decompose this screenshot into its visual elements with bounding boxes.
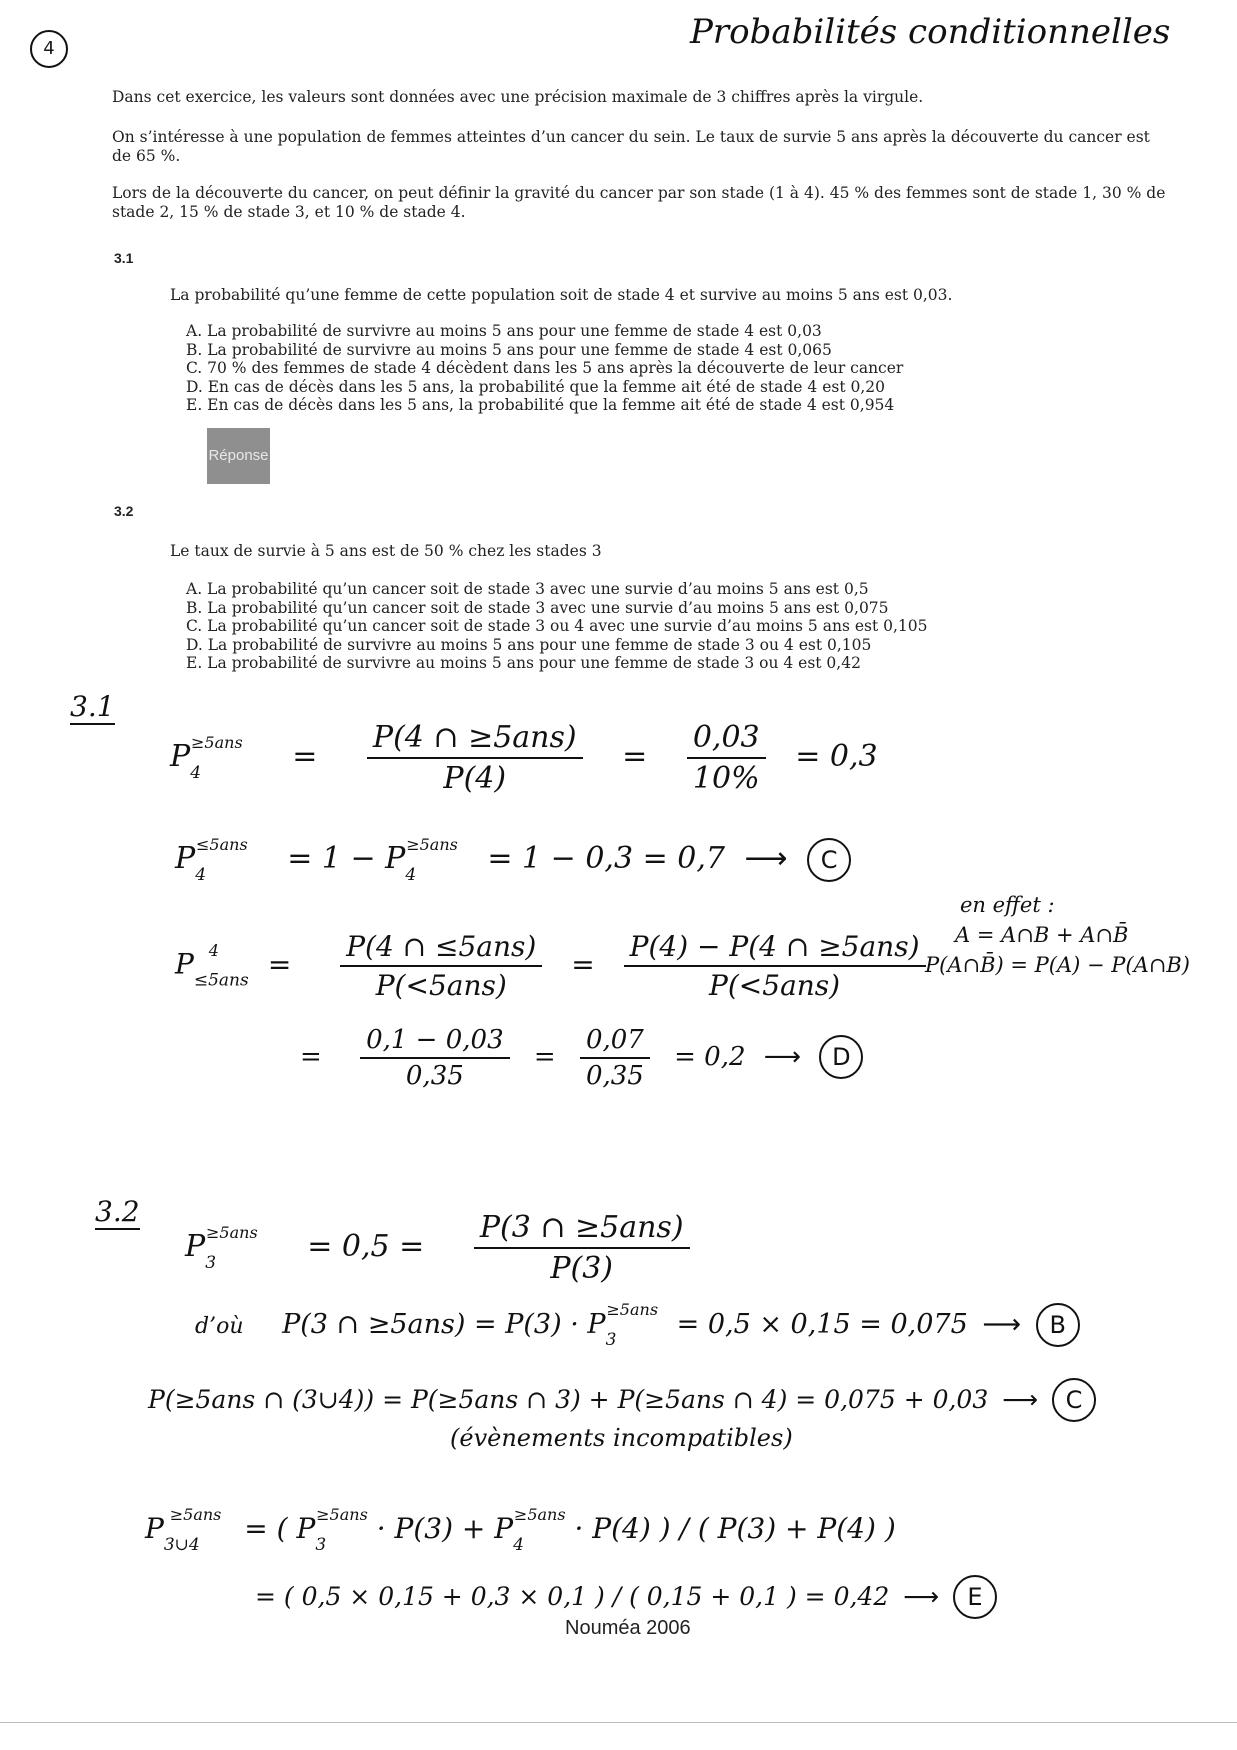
intro-paragraph-3: Lors de la découverte du cancer, on peut définir la gravité du cancer par son stade (1 à 4). 45 % des femmes sont de stade 1, 30 % de stade 2, 15 % de stade 3, et 10 % de stade 4. bbox=[112, 184, 1166, 221]
answer-circle: D bbox=[819, 1035, 863, 1079]
option-3-2-a: A. La probabilité qu’un cancer soit de stade 3 avec une survie d’au moins 5 ans est 0,5 bbox=[186, 580, 869, 598]
solution-3-2-line-3: P(≥5ans ∩ (3∪4)) = P(≥5ans ∩ 3) + P(≥5ans ∩ 4) = 0,075 + 0,03 ⟶ C bbox=[148, 1378, 1096, 1422]
solution-3-2-note: (évènements incompatibles) bbox=[450, 1424, 793, 1452]
intro-paragraph-1: Dans cet exercice, les valeurs sont données avec une précision maximale de 3 chiffres après la virgule. bbox=[112, 88, 924, 106]
answer-circle: C bbox=[807, 838, 851, 882]
option-3-1-e: E. En cas de décès dans les 5 ans, la probabilité que la femme ait été de stade 4 est 0,954 bbox=[186, 396, 895, 414]
question-3-2-label: 3.2 bbox=[114, 503, 134, 519]
fraction: $\frac{0,03}{10\%}$ bbox=[687, 720, 766, 796]
fraction: $\frac{\text{P(4 ∩ ≥5ans)}}{P(4)}$ bbox=[367, 720, 583, 796]
fraction: $\frac{\text{P(4 ∩ ≤5ans)}}{\text{P(<5ans)}}$ bbox=[340, 930, 542, 1002]
intro-paragraph-2: On s’intéresse à une population de femmes atteintes d’un cancer du sein. Le taux de survie 5 ans après la découverte du cancer est de 65 %. bbox=[112, 128, 1150, 165]
option-3-2-e: E. La probabilité de survivre au moins 5 ans pour une femme de stade 3 ou 4 est 0,42 bbox=[186, 654, 861, 672]
fraction: $\frac{0,07}{0,35}$ bbox=[580, 1025, 650, 1091]
question-3-1-options bbox=[186, 322, 903, 415]
solution-3-2-label: 3.2 bbox=[95, 1195, 140, 1228]
arrow-right-icon: ⟶ bbox=[903, 1582, 940, 1611]
solution-3-1-line-1: $P_4^{\ge 5ans}$ = $\frac{\text{P(4 ∩ ≥5ans)}}{P(4)}$ = $\frac{0,03}{10\%}$ = 0,3 bbox=[170, 720, 878, 796]
page-number-circle bbox=[30, 30, 68, 68]
answer-circle: B bbox=[1036, 1303, 1080, 1347]
solution-aside: en effet : A = A∩B + A∩B̄ P(A∩B̄) = P(A) − P(A∩B) bbox=[925, 893, 1190, 977]
option-3-1-b: B. La probabilité de survivre au moins 5 ans pour une femme de stade 4 est 0,065 bbox=[186, 340, 832, 359]
solution-3-2-line-5: = ( 0,5 × 0,15 + 0,3 × 0,1 ) / ( 0,15 + 0,1 ) = 0,42 ⟶ E bbox=[255, 1575, 997, 1619]
arrow-right-icon: ⟶ bbox=[744, 841, 788, 876]
solution-3-1-label: 3.1 bbox=[70, 690, 115, 723]
option-3-2-d: D. La probabilité de survivre au moins 5 ans pour une femme de stade 3 ou 4 est 0,105 bbox=[186, 635, 872, 654]
question-3-2-options bbox=[186, 580, 927, 673]
footer-location: Nouméa 2006 bbox=[565, 1617, 691, 1639]
arrow-right-icon: ⟶ bbox=[763, 1042, 802, 1072]
solution-3-1-line-2: $P_4^{\le 5ans} = 1 - P_4^{\ge 5ans} = 1 - 0,3 = 0,7$ ⟶ C bbox=[175, 835, 851, 885]
solution-3-2-line-1: $P_3^{\ge 5ans} = 0,5$ = $\frac{\text{P(3 ∩ ≥5ans)}}{P(3)}$ bbox=[185, 1210, 690, 1286]
option-3-1-d: D. En cas de décès dans les 5 ans, la probabilité que la femme ait été de stade 4 est 0,20 bbox=[186, 377, 885, 396]
arrow-right-icon: ⟶ bbox=[1002, 1385, 1039, 1414]
option-3-2-c: C. La probabilité qu’un cancer soit de stade 3 ou 4 avec une survie d’au moins 5 ans est 0,105 bbox=[186, 617, 928, 635]
question-3-1-label: 3.1 bbox=[114, 250, 134, 266]
answer-circle: C bbox=[1052, 1378, 1096, 1422]
fraction: $\frac{\text{P(4) − P(4 ∩ ≥5ans)}}{\text{P(<5ans)}}$ bbox=[624, 930, 926, 1002]
question-3-2-statement: Le taux de survie à 5 ans est de 50 % chez les stades 3 bbox=[170, 542, 602, 560]
fraction: $\frac{\text{P(3 ∩ ≥5ans)}}{P(3)}$ bbox=[474, 1210, 690, 1286]
option-3-1-a: A. La probabilité de survivre au moins 5 ans pour une femme de stade 4 est 0,03 bbox=[186, 322, 822, 340]
option-3-2-b: B. La probabilité qu’un cancer soit de stade 3 avec une survie d’au moins 5 ans est 0,075 bbox=[186, 598, 889, 617]
answer-circle: E bbox=[953, 1575, 997, 1619]
question-3-1-statement: La probabilité qu’une femme de cette population soit de stade 4 et survive au moins 5 ans est 0,03. bbox=[170, 286, 953, 304]
page-number: 4 bbox=[43, 38, 55, 59]
option-3-1-c: C. 70 % des femmes de stade 4 décèdent dans les 5 ans après la découverte de leur cancer bbox=[186, 359, 904, 377]
reponse-button[interactable]: Réponse bbox=[207, 428, 270, 484]
solution-3-1-line-3: $P_{\le 5ans}^4$ = $\frac{\text{P(4 ∩ ≤5ans)}}{\text{P(<5ans)}}$ = $\frac{\text{P(4) − P(4 ∩ ≥5ans)}}{\text{P(<5ans)}}$ bbox=[175, 930, 926, 1002]
bottom-divider bbox=[0, 1722, 1237, 1723]
fraction: $\frac{0,1 - 0,03}{0,35}$ bbox=[360, 1025, 510, 1091]
arrow-right-icon: ⟶ bbox=[982, 1309, 1022, 1340]
solution-3-1-line-4: = $\frac{0,1 - 0,03}{0,35}$ = $\frac{0,07}{0,35}$ = 0,2 ⟶ D bbox=[300, 1025, 863, 1091]
solution-3-2-line-2: d’où P(3 ∩ $\ge 5ans) = P(3) \cdot P_3^{\ge 5ans} = 0,5 \times 0,15 = 0,075$ ⟶ B bbox=[195, 1300, 1080, 1350]
solution-3-2-line-4: $P_{3\cup 4}^{\ge 5ans}$ = ( $P_3^{\ge 5ans} \cdot P(3) + P_4^{\ge 5ans} \cdot P(4)$ ) / ( P(3) + P(4) ) bbox=[145, 1505, 896, 1555]
handwritten-title: Probabilités conditionnelles bbox=[690, 12, 1171, 52]
